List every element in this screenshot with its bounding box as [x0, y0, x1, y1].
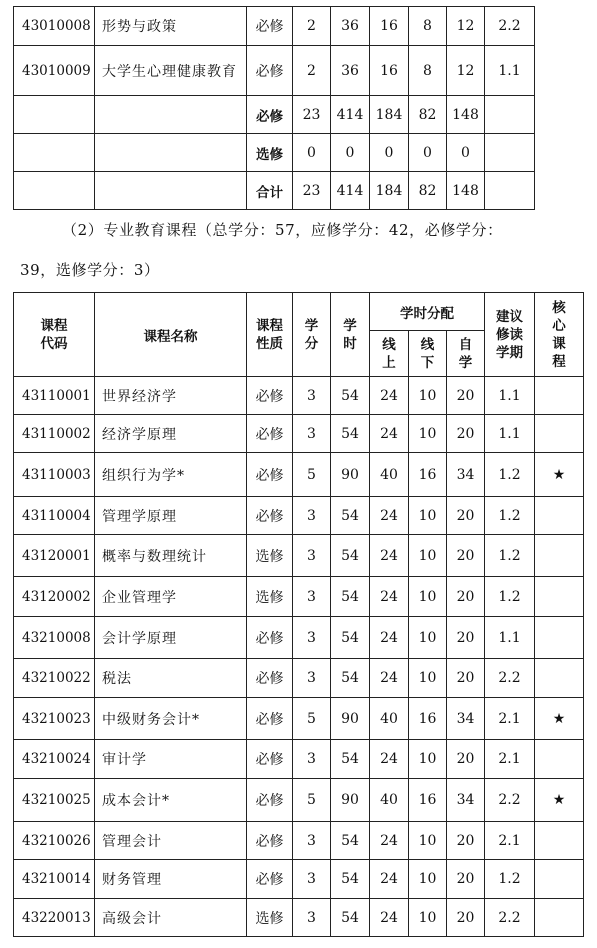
- course-code: 43120002: [14, 577, 95, 617]
- summary-row: [14, 96, 584, 134]
- course-offline: 10: [409, 415, 447, 453]
- course-credit: 3: [293, 617, 331, 659]
- course-name: 高级会计: [95, 899, 247, 937]
- course-self: 20: [447, 860, 485, 899]
- course-offline: 10: [409, 822, 447, 860]
- empty-cell: [14, 96, 95, 134]
- table-row: [14, 377, 584, 415]
- summary-credit: 23: [293, 96, 331, 134]
- course-self: 20: [447, 822, 485, 860]
- header-credit: [293, 293, 331, 377]
- course-name: 企业管理学: [95, 577, 247, 617]
- table-row: [14, 497, 584, 535]
- course-hours: 54: [331, 577, 370, 617]
- header-offline-l1: 线: [420, 336, 435, 353]
- course-credit: 3: [293, 822, 331, 860]
- course-hours: 90: [331, 453, 370, 497]
- course-hours: 90: [331, 779, 370, 822]
- course-online: 40: [370, 779, 409, 822]
- course-offline: 16: [409, 698, 447, 740]
- course-term: 2.1: [485, 740, 535, 779]
- course-offline: 10: [409, 497, 447, 535]
- header-type: [247, 293, 293, 377]
- header-self-l1: 自: [458, 336, 473, 353]
- summary-label: 必修: [247, 96, 293, 134]
- table-row: [14, 535, 584, 577]
- course-credit: 3: [293, 659, 331, 698]
- course-type: 必修: [247, 617, 293, 659]
- header-online-l2: 上: [382, 354, 396, 371]
- course-offline: 16: [409, 453, 447, 497]
- course-online: 24: [370, 617, 409, 659]
- course-type: 必修: [247, 698, 293, 740]
- course-code: 43010009: [14, 46, 95, 96]
- course-name: 审计学: [95, 740, 247, 779]
- table-row: [14, 822, 584, 860]
- course-credit: 3: [293, 535, 331, 577]
- general-education-table: [13, 6, 584, 210]
- course-term: 1.2: [485, 577, 535, 617]
- summary-offline: 82: [409, 96, 447, 134]
- course-self: 20: [447, 740, 485, 779]
- core-star-icon: [535, 497, 584, 535]
- course-offline: 8: [409, 46, 447, 96]
- course-term: 2.2: [485, 659, 535, 698]
- course-credit: 5: [293, 779, 331, 822]
- course-type: 必修: [247, 7, 293, 46]
- core-star-icon: [535, 860, 584, 899]
- course-offline: 10: [409, 377, 447, 415]
- header-core-l2: 心: [552, 317, 566, 334]
- empty-cell: [485, 172, 535, 210]
- course-offline: 10: [409, 535, 447, 577]
- course-online: 24: [370, 822, 409, 860]
- course-hours: 54: [331, 822, 370, 860]
- course-code: 43010008: [14, 7, 95, 46]
- course-type: 必修: [247, 659, 293, 698]
- header-hours-l2: 时: [343, 335, 357, 352]
- course-online: 24: [370, 497, 409, 535]
- summary-hours: 414: [331, 96, 370, 134]
- course-type: 必修: [247, 860, 293, 899]
- course-self: 20: [447, 535, 485, 577]
- summary-self: 148: [447, 172, 485, 210]
- course-term: 1.1: [485, 415, 535, 453]
- header-core: [535, 293, 584, 377]
- course-term: 1.2: [485, 497, 535, 535]
- core-star-icon: [535, 415, 584, 453]
- table-row: [14, 46, 584, 96]
- course-hours: 36: [331, 46, 370, 96]
- course-credit: 2: [293, 46, 331, 96]
- course-code: 43110001: [14, 377, 95, 415]
- course-name: 形势与政策: [95, 7, 247, 46]
- course-credit: 3: [293, 415, 331, 453]
- header-core-l1: 核: [552, 299, 566, 316]
- course-online: 24: [370, 740, 409, 779]
- course-code: 43120001: [14, 535, 95, 577]
- course-name: 世界经济学: [95, 377, 247, 415]
- summary-offline: 0: [409, 134, 447, 172]
- course-term: 2.2: [485, 899, 535, 937]
- header-online-l1: 线: [382, 336, 396, 353]
- course-offline: 10: [409, 740, 447, 779]
- summary-credit: 23: [293, 172, 331, 210]
- course-online: 24: [370, 577, 409, 617]
- course-name: 财务管理: [95, 860, 247, 899]
- course-online: 24: [370, 415, 409, 453]
- summary-label: 合计: [247, 172, 293, 210]
- course-code: 43220013: [14, 899, 95, 937]
- table-row: [14, 7, 584, 46]
- course-self: 20: [447, 377, 485, 415]
- course-code: 43210024: [14, 740, 95, 779]
- course-credit: 5: [293, 698, 331, 740]
- course-offline: 10: [409, 860, 447, 899]
- empty-cell: [95, 134, 247, 172]
- course-hours: 54: [331, 659, 370, 698]
- empty-cell: [95, 96, 247, 134]
- header-code-l1: 课程: [40, 317, 68, 334]
- course-code: 43110004: [14, 497, 95, 535]
- course-name: 管理学原理: [95, 497, 247, 535]
- table-row: [14, 617, 584, 659]
- course-online: 16: [370, 7, 409, 46]
- header-distribution: 学时分配: [370, 293, 485, 331]
- course-hours: 54: [331, 740, 370, 779]
- summary-online: 184: [370, 96, 409, 134]
- header-self-l2: 学: [458, 354, 473, 371]
- course-self: 34: [447, 779, 485, 822]
- table-row: [14, 860, 584, 899]
- course-code: 43210026: [14, 822, 95, 860]
- core-star-icon: [535, 740, 584, 779]
- header-term-l1: 建议: [496, 308, 524, 325]
- course-self: 20: [447, 899, 485, 937]
- core-star-icon: [535, 899, 584, 937]
- course-self: 20: [447, 497, 485, 535]
- course-type: 必修: [247, 377, 293, 415]
- course-offline: 16: [409, 779, 447, 822]
- course-term: 1.2: [485, 860, 535, 899]
- course-online: 40: [370, 453, 409, 497]
- core-star-icon: [535, 577, 584, 617]
- core-star-icon: [535, 377, 584, 415]
- course-hours: 54: [331, 899, 370, 937]
- header-credit-l2: 分: [304, 335, 319, 352]
- course-credit: 3: [293, 497, 331, 535]
- table-row: [14, 779, 584, 822]
- course-credit: 3: [293, 577, 331, 617]
- course-hours: 90: [331, 698, 370, 740]
- course-type: 必修: [247, 415, 293, 453]
- table-row: [14, 899, 584, 937]
- course-online: 24: [370, 535, 409, 577]
- core-star-icon: [535, 822, 584, 860]
- course-code: 43210025: [14, 779, 95, 822]
- header-credit-l1: 学: [304, 317, 319, 334]
- table-row: [14, 740, 584, 779]
- table-row: [14, 577, 584, 617]
- core-star-icon: ★: [535, 779, 584, 822]
- course-online: 24: [370, 899, 409, 937]
- course-term: 1.1: [485, 617, 535, 659]
- summary-offline: 82: [409, 172, 447, 210]
- course-offline: 10: [409, 577, 447, 617]
- course-type: 必修: [247, 46, 293, 96]
- course-name: 会计学原理: [95, 617, 247, 659]
- header-name: 课程名称: [95, 293, 247, 377]
- header-code-l2: 代码: [40, 335, 68, 352]
- course-name: 管理会计: [95, 822, 247, 860]
- header-code: [14, 293, 95, 377]
- course-type: 选修: [247, 577, 293, 617]
- summary-row: [14, 134, 584, 172]
- course-name: 大学生心理健康教育: [95, 46, 247, 96]
- summary-online: 0: [370, 134, 409, 172]
- course-term: 2.1: [485, 698, 535, 740]
- summary-self: 0: [447, 134, 485, 172]
- course-offline: 10: [409, 899, 447, 937]
- table-row: [14, 698, 584, 740]
- course-name: 中级财务会计*: [95, 698, 247, 740]
- core-star-icon: ★: [535, 453, 584, 497]
- core-star-icon: [535, 659, 584, 698]
- empty-cell: [14, 172, 95, 210]
- course-type: 必修: [247, 779, 293, 822]
- course-offline: 10: [409, 617, 447, 659]
- section-heading-line1: （2）专业教育课程（总学分：57，应修学分：42，必修学分：: [62, 221, 503, 239]
- course-name: 成本会计*: [95, 779, 247, 822]
- course-self: 20: [447, 577, 485, 617]
- course-name: 概率与数理统计: [95, 535, 247, 577]
- course-hours: 54: [331, 415, 370, 453]
- core-star-icon: ★: [535, 698, 584, 740]
- course-hours: 54: [331, 860, 370, 899]
- course-code: 43210023: [14, 698, 95, 740]
- course-self: 34: [447, 698, 485, 740]
- major-education-table: [13, 292, 584, 937]
- summary-hours: 0: [331, 134, 370, 172]
- course-offline: 8: [409, 7, 447, 46]
- header-term: [485, 293, 535, 377]
- header-self: [447, 331, 485, 377]
- summary-credit: 0: [293, 134, 331, 172]
- course-online: 24: [370, 659, 409, 698]
- empty-cell: [485, 96, 535, 134]
- course-credit: 2: [293, 7, 331, 46]
- core-star-icon: [535, 535, 584, 577]
- course-credit: 5: [293, 453, 331, 497]
- core-star-icon: [535, 617, 584, 659]
- course-offline: 10: [409, 659, 447, 698]
- empty-cell: [95, 172, 247, 210]
- header-online: [370, 331, 409, 377]
- header-offline: [409, 331, 447, 377]
- course-term: 1.2: [485, 535, 535, 577]
- course-hours: 54: [331, 497, 370, 535]
- header-core-l4: 程: [552, 353, 566, 370]
- header-term-l2: 修读: [496, 326, 524, 343]
- header-core-l3: 课: [552, 335, 566, 352]
- summary-label: 选修: [247, 134, 293, 172]
- course-term: 1.1: [485, 46, 535, 96]
- course-term: 2.1: [485, 822, 535, 860]
- course-term: 1.1: [485, 377, 535, 415]
- course-online: 24: [370, 377, 409, 415]
- course-self: 12: [447, 46, 485, 96]
- course-credit: 3: [293, 899, 331, 937]
- header-row-1: [14, 293, 584, 331]
- course-term: 2.2: [485, 7, 535, 46]
- course-hours: 36: [331, 7, 370, 46]
- header-offline-l2: 下: [420, 354, 435, 371]
- summary-self: 148: [447, 96, 485, 134]
- course-self: 12: [447, 7, 485, 46]
- course-name: 组织行为学*: [95, 453, 247, 497]
- course-credit: 3: [293, 860, 331, 899]
- course-self: 20: [447, 659, 485, 698]
- general-education-body: [14, 7, 584, 210]
- course-code: 43210008: [14, 617, 95, 659]
- course-term: 2.2: [485, 779, 535, 822]
- course-type: 必修: [247, 453, 293, 497]
- header-hours: [331, 293, 370, 377]
- major-education-body: [14, 377, 584, 937]
- course-credit: 3: [293, 377, 331, 415]
- course-hours: 54: [331, 377, 370, 415]
- summary-row: [14, 172, 584, 210]
- empty-cell: [14, 134, 95, 172]
- course-online: 40: [370, 698, 409, 740]
- table-row: [14, 453, 584, 497]
- empty-cell: [485, 134, 535, 172]
- table-row: [14, 659, 584, 698]
- course-code: 43210022: [14, 659, 95, 698]
- course-type: 必修: [247, 822, 293, 860]
- course-type: 必修: [247, 497, 293, 535]
- header-type-l2: 性质: [256, 335, 283, 352]
- course-hours: 54: [331, 617, 370, 659]
- header-hours-l1: 学: [343, 317, 357, 334]
- course-online: 16: [370, 46, 409, 96]
- course-hours: 54: [331, 535, 370, 577]
- summary-online: 184: [370, 172, 409, 210]
- course-code: 43110002: [14, 415, 95, 453]
- header-term-l3: 学期: [496, 344, 524, 361]
- course-credit: 3: [293, 740, 331, 779]
- summary-hours: 414: [331, 172, 370, 210]
- course-self: 34: [447, 453, 485, 497]
- course-self: 20: [447, 415, 485, 453]
- header-type-l1: 课程: [256, 317, 283, 334]
- section-heading-line2: 39，选修学分：3）: [20, 261, 160, 279]
- course-self: 20: [447, 617, 485, 659]
- course-type: 选修: [247, 535, 293, 577]
- course-name: 经济学原理: [95, 415, 247, 453]
- course-term: 1.2: [485, 453, 535, 497]
- table-row: [14, 415, 584, 453]
- course-type: 选修: [247, 899, 293, 937]
- course-name: 税法: [95, 659, 247, 698]
- course-code: 43210014: [14, 860, 95, 899]
- course-code: 43110003: [14, 453, 95, 497]
- course-type: 必修: [247, 740, 293, 779]
- course-online: 24: [370, 860, 409, 899]
